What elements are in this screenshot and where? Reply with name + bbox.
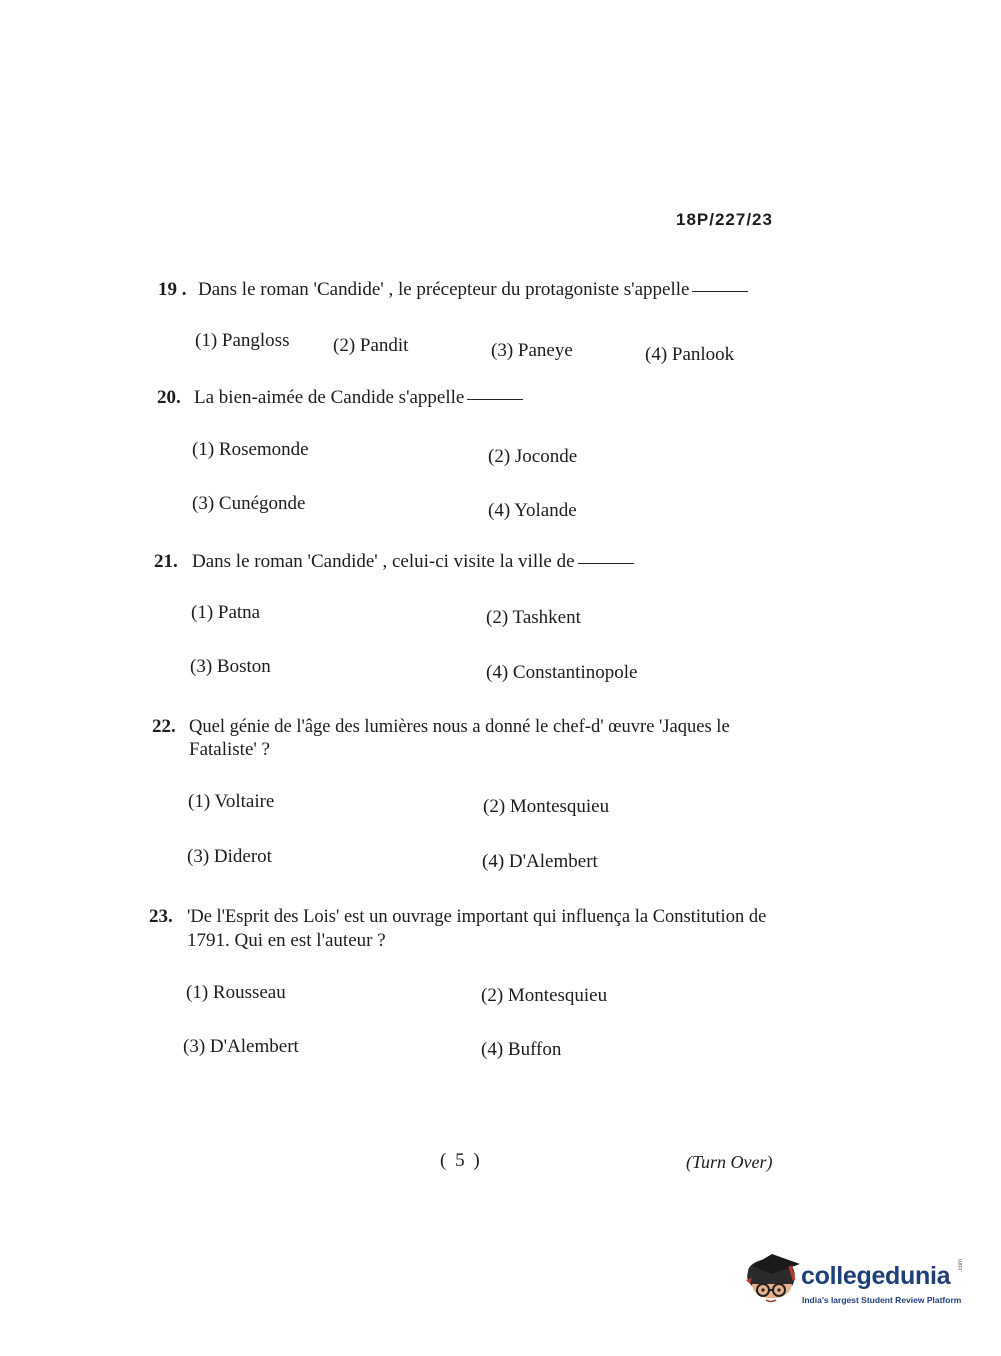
- paper-code: 18P/227/23: [676, 210, 773, 229]
- option: (2) Montesquieu: [483, 796, 610, 817]
- option: (2) Tashkent: [486, 607, 581, 628]
- answer-blank: [578, 562, 634, 564]
- option: (1) Rousseau: [186, 982, 286, 1003]
- answer-blank: [467, 398, 523, 400]
- question-text-line-1: 'De l'Esprit des Lois' est un ouvrage important qui influença la Constitution de: [187, 907, 767, 927]
- question-number: 20.: [157, 387, 181, 408]
- question-text: Dans le roman 'Candide' , celui-ci visite la ville de: [192, 548, 634, 576]
- option: (4) Constantinopole: [486, 662, 638, 683]
- option: (2) Joconde: [488, 446, 578, 467]
- question-number: 22.: [152, 716, 176, 737]
- option: (1) Patna: [191, 602, 261, 623]
- question-text-line-1: Quel génie de l'âge des lumières nous a donné le chef-d' œuvre 'Jaques le: [189, 717, 730, 737]
- option: (1) Rosemonde: [192, 439, 309, 460]
- option: (2) Montesquieu: [481, 985, 608, 1006]
- option: (3) Paneye: [491, 340, 573, 361]
- question-text-line-2: 1791. Qui en est l'auteur ?: [187, 930, 386, 951]
- option: (3) Cunégonde: [192, 493, 306, 514]
- question-23: [149, 903, 789, 963]
- option: (3) Diderot: [187, 846, 272, 867]
- option: (1) Voltaire: [188, 791, 275, 812]
- option: (2) Pandit: [333, 335, 409, 356]
- question-number: 19 .: [158, 279, 187, 300]
- answer-blank: [692, 290, 748, 292]
- question-text-line-2: Fataliste' ?: [189, 739, 270, 760]
- page-number: ( 5 ): [440, 1150, 482, 1171]
- question-20: [157, 384, 797, 414]
- option: (4) Yolande: [488, 500, 577, 521]
- question-22: [152, 713, 792, 773]
- brand-name: collegedunia: [801, 1262, 951, 1290]
- collegedunia-watermark: [742, 1250, 972, 1314]
- option: (4) Panlook: [645, 344, 735, 365]
- mascot-icon: [742, 1250, 802, 1314]
- option: (1) Pangloss: [195, 330, 290, 351]
- brand-domain-suffix: .com: [958, 1258, 964, 1272]
- option: (3) D'Alembert: [183, 1036, 299, 1057]
- option: (4) D'Alembert: [482, 851, 598, 872]
- question-text: La bien-aimée de Candide s'appelle: [194, 384, 523, 412]
- option: (4) Buffon: [481, 1039, 562, 1060]
- option: (3) Boston: [190, 656, 271, 677]
- question-number: 21.: [154, 551, 178, 572]
- brand-tagline: India's largest Student Review Platform: [802, 1295, 962, 1305]
- question-number: 23.: [149, 906, 173, 927]
- question-text: Dans le roman 'Candide' , le précepteur du protagoniste s'appelle: [198, 276, 748, 304]
- question-19: [158, 276, 798, 306]
- question-21: [154, 548, 794, 578]
- turn-over-label: (Turn Over): [686, 1152, 773, 1172]
